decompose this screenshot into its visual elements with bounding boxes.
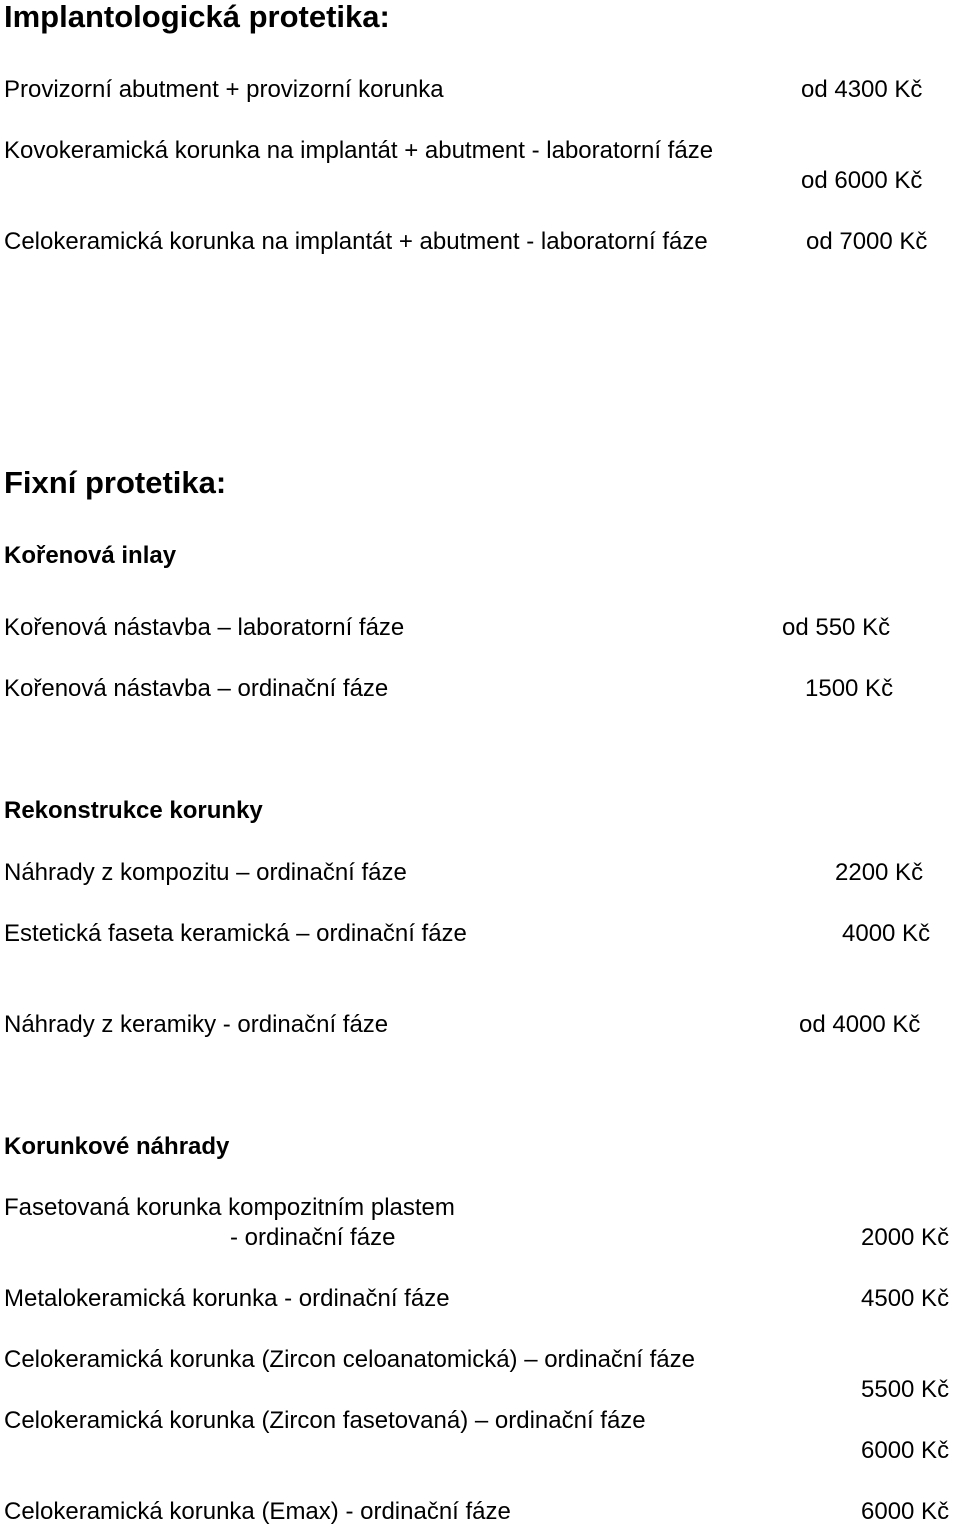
crowns-item-label-3: Celokeramická korunka (Zircon celoanatomická) – ordinační fáze <box>4 1346 695 1373</box>
implant-item-price-3: od 7000 Kč <box>806 228 928 255</box>
crowns-item-price-1: 2000 Kč <box>861 1224 950 1251</box>
crowns-item-price-4: 6000 Kč <box>861 1437 950 1464</box>
implant-item-label-3: Celokeramická korunka na implantát + abutment - laboratorní fáze <box>4 228 708 255</box>
reconstruction-item-price-3: od 4000 Kč <box>799 1011 921 1038</box>
root-inlay-item-price-2: 1500 Kč <box>805 675 894 702</box>
crowns-item-label-2: Metalokeramická korunka - ordinační fáze <box>4 1285 450 1312</box>
reconstruction-heading: Rekonstrukce korunky <box>4 797 263 824</box>
implant-item-price-2: od 6000 Kč <box>801 167 923 194</box>
implant-item-price-1: od 4300 Kč <box>801 76 923 103</box>
root-inlay-heading: Kořenová inlay <box>4 542 177 569</box>
implant-heading: Implantologická protetika: <box>4 0 390 34</box>
implant-item-label-2: Kovokeramická korunka na implantát + abutment - laboratorní fáze <box>4 137 714 164</box>
crowns-item-label-1-line1: Fasetovaná korunka kompozitním plastem <box>4 1194 455 1221</box>
crowns-item-label-4: Celokeramická korunka (Zircon fasetovaná) – ordinační fáze <box>4 1407 646 1434</box>
root-inlay-item-price-1: od 550 Kč <box>782 614 891 641</box>
reconstruction-item-price-2: 4000 Kč <box>842 920 931 947</box>
crowns-item-label-5: Celokeramická korunka (Emax) - ordinační fáze <box>4 1498 511 1525</box>
root-inlay-item-label-2: Kořenová nástavba – ordinační fáze <box>4 675 389 702</box>
root-inlay-item-label-1: Kořenová nástavba – laboratorní fáze <box>4 614 405 641</box>
crowns-item-price-2: 4500 Kč <box>861 1285 950 1312</box>
crowns-item-price-3: 5500 Kč <box>861 1376 950 1403</box>
crowns-heading: Korunkové náhrady <box>4 1133 230 1160</box>
implant-item-label-1: Provizorní abutment + provizorní korunka <box>4 76 444 103</box>
reconstruction-item-label-2: Estetická faseta keramická – ordinační fáze <box>4 920 467 947</box>
reconstruction-item-label-1: Náhrady z kompozitu – ordinační fáze <box>4 859 407 886</box>
crowns-item-label-1-line2: - ordinační fáze <box>230 1224 396 1251</box>
crowns-item-price-5: 6000 Kč <box>861 1498 950 1525</box>
reconstruction-item-label-3: Náhrady z keramiky - ordinační fáze <box>4 1011 389 1038</box>
reconstruction-item-price-1: 2200 Kč <box>835 859 924 886</box>
fixed-heading: Fixní protetika: <box>4 465 227 500</box>
